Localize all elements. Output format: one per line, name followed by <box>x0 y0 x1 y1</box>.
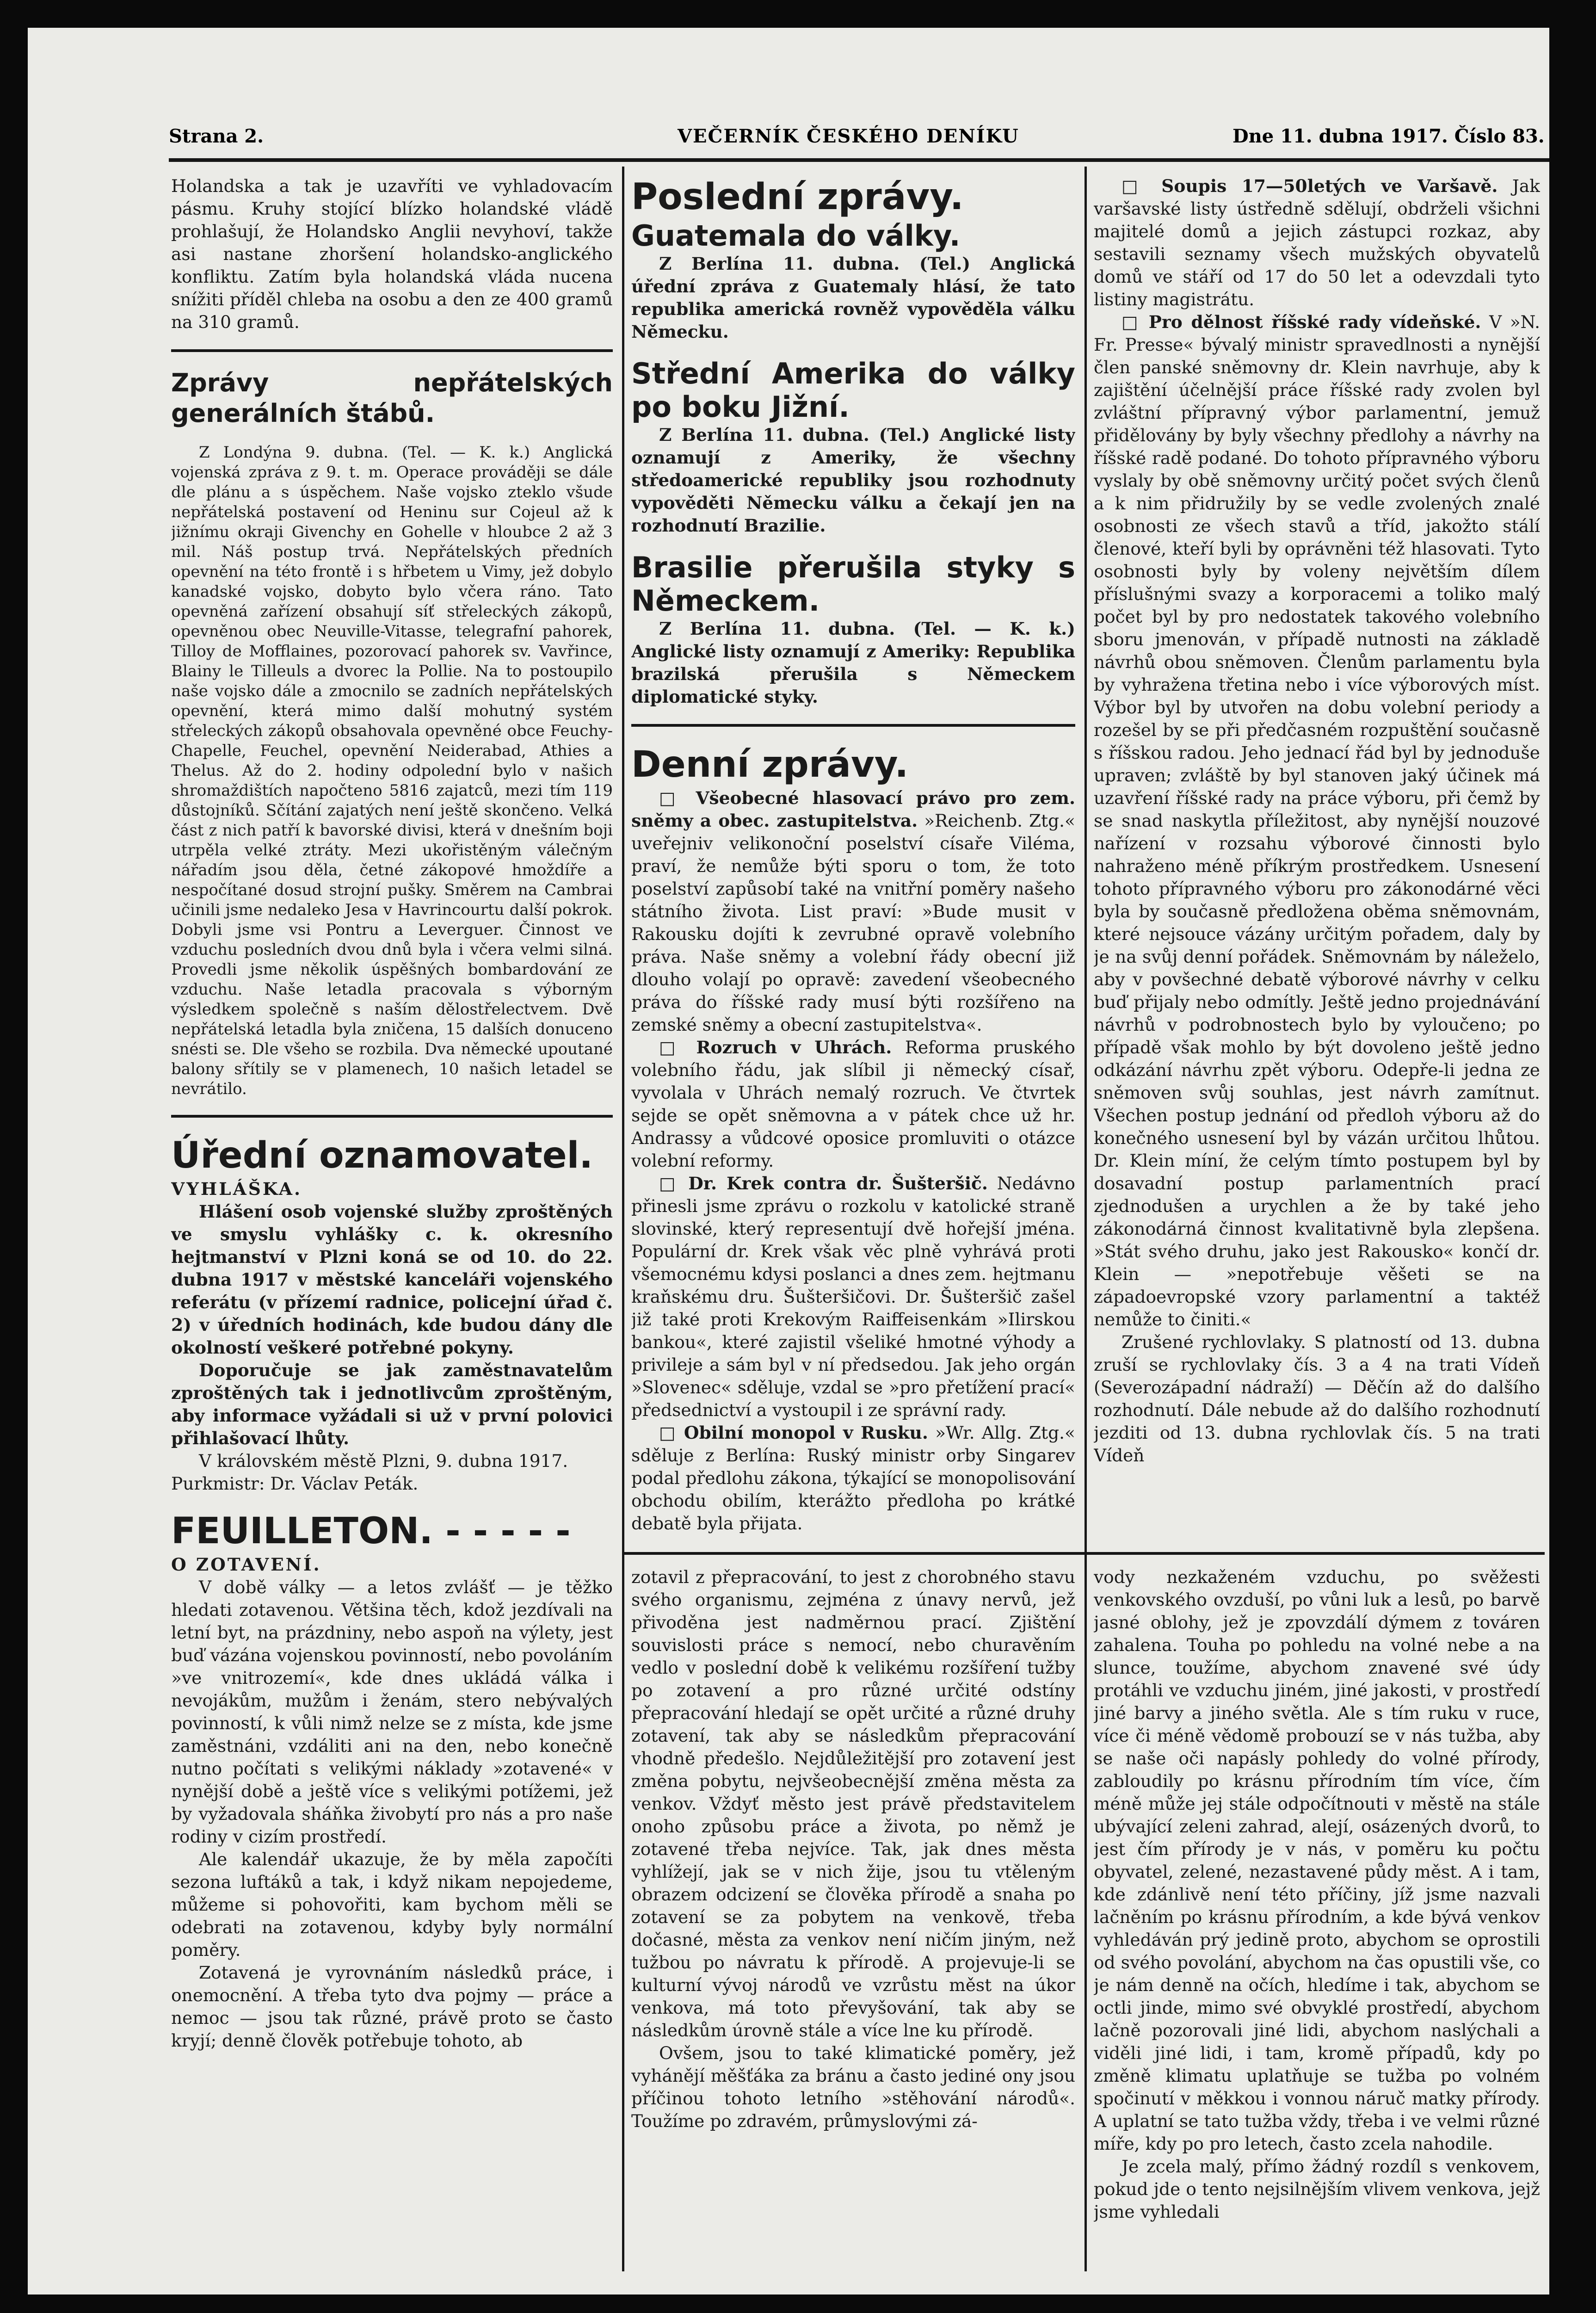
vyhlaska-place: V královském městě Plzni, 9. dubna 1917. <box>199 1451 568 1471</box>
urad-headline: Úřední oznamovatel. <box>171 1135 593 1176</box>
square-bullet-icon: □ <box>659 788 696 808</box>
square-bullet-icon: □ <box>659 1173 689 1194</box>
brasilie-headline: Brasilie přerušila styky s Německem. <box>631 550 1075 618</box>
feuilleton-continuation-3: vody nezkaženém vzduchu, po svěžesti venkovského ovzduší, po vůni luk a lesů, po barvě jasné oblohy, jež je zpovzdálí dýmem z továren zahalena. Touha po pohledu na volné nebe a na slunce, toužíme, abychom znavené své údy protáhli ve vzduchu jiném, jiné jakosti, v prostředí jiné barvy a jiného světla. Ale s tím ruku v ruce, více či méně vědomě probouzí se v nás tužba, aby se naše oči napásly pohledy do volné přírody, zabloudily po krásnu přírodním tím více, čím méně může jej stále odpočítnouti v městě na stále ubývající zeleni zahrad, alejí, osázených dvorů, to jest čím přírody je v nás, v poměru ku počtu obyvatel, zelené, nezastavené půdy měst. A i tam, kde zdánlivě není této příčiny, jíž jsme nazvali lačněním po krásnu přírodním, a kde bývá venkov vyhledáván prý jedině proto, abychom se oprostili od svého povolání, abychom na čas opustili vše, co je nám denně na očích, hledíme i tak, abychom se octli jinde, mimo své obvyklé prostředí, abychom lačně pozorovali jiné lidi, abychom naslýchali a viděli jiné lidi, i tam, kromě případů, kdy po změně klimatu uplatňuje se tužba po volném spočinutí v měkkou i vonnou náruč matky přírody. A uplatní se tato tužba vždy, třeba i ve velmi různé míře, kdy po pro letech, často zcela nahodile. <box>1094 1567 1540 2154</box>
column-1 <box>171 175 613 2275</box>
stredni-headline: Střední Amerika do války po boku Jižní. <box>631 357 1075 424</box>
feuilleton-paragraph-1: V době války — a letos zvlášť — je těžko hledati zotavenou. Většina těch, kdož jezdívali na letní byt, na prázdniny, nebo aspoň na výlety, jest buď vázána vojenskou povinností, nebo povoláním »ve vnitrozemí«, kde dnes ukládá válka i nevojákům, mužům i ženám, stero nebývalých povinností, k vůli nimž nelze se z místa, kde jsme zaměstnáni, vzdáliti ani na den, nebo konečně nutno počítati s velikými náklady »zotavené« v nynější době a ještě více s velikými potížemi, jež by vyžadovala sháňka živobytí pro nás a pro naše rodiny v cizím prostředí. <box>171 1577 613 1847</box>
square-bullet-icon: □ <box>659 1037 696 1058</box>
news-item-3: □ Dr. Krek contra dr. Šušteršič. Nedávno přinesli jsme zprávu o rozkolu v katolické straně slovinské, který representují dvě hořejší jména. Populární dr. Krek však věc plně vyhrává proti všemocnému kdysi poslanci a dnes zem. hejtmanu kraňskému dru. Šušteršičovi. Dr. Šušteršič zašel již také proti Krekovým Raiffeisenkám »Ilirskou bankou«, které zajistil všeliké hmotné výhody a privileje a sám byl v ní předsedou. Jak jeho orgán »Slovenec« sděluje, vzdal se »pro přetížení prací« předsednictví a vystoupil i ze správní rady. <box>631 1173 1075 1420</box>
column-3-upper <box>1094 175 1540 1544</box>
article-divider <box>631 724 1075 727</box>
column-2-lower <box>631 1566 1075 2274</box>
square-bullet-icon: □ <box>1122 176 1162 196</box>
holland-article-text: Holandska a tak je uzavříti ve vyhladovacím pásmu. Kruhy stojící blízko holandské vládě prohlašují, že Holandsko Anglii nevyhoví, takže asi nastane zhoršení holandsko-anglického konfliktu. Zatím byla holandská vláda nucena snížiti příděl chleba na osobu a den ze 400 gramů na 310 gramů. <box>171 176 613 332</box>
news-item-7: Zrušené rychlovlaky. S platností od 13. dubna zruší se rychlovlaky čís. 3 a 4 na trati Vídeň (Severozápadní nádraží) — Děčín až do dalšího rozhodnutí. Dále nebude až do dalšího rozhodnutí jezditi od 13. dubna rychlovlak čís. 5 na trati Vídeň <box>1094 1332 1540 1466</box>
feuilleton-continuation-1: zotavil z přepracování, to jest z chorobného stavu svého organismu, zejména z únavy nervů, jež přivoděna jest nadměrnou prací. Zjištění souvislosti práce s nemocí, nebo churavěním vedlo v poslední době k velikému rozšíření tužby po zotavení a pro různé určité odstíny přepracování hledají se opět určité a různé druhy zotavení, tak aby se následkům přepracování vhodně předešlo. Nejdůležitější pro zotavení jest změna pobytu, nejvšeobecnější změna města za venkov. Vždyť město jest právě představitelem onoho způsobu práce a života, po němž je zotavené třeba nejvíce. Tak, jak dnes města vyhlížejí, jak se v nich žije, jsou tu vtěleným obrazem odcizení se člověka přírodě a snaha po zotavení se za pobytem na venkově, třeba dočasné, města za venkov není ničím jiným, než tužbou po návratu k přírodě. A projevuje-li se kulturní vývoj národů ve vzrůstu měst na úkor venkova, má toto převyšování, tak aby se následkům úrovně stále a více lne ku přírodě. <box>631 1567 1075 2041</box>
column-rule-lower-1 <box>622 1554 624 2271</box>
staby-headline: Zprávy nepřátelských generálních štábů. <box>171 368 613 428</box>
feuilleton-subheading: O ZOTAVENÍ. <box>171 1554 321 1575</box>
square-bullet-icon: □ <box>659 1422 684 1443</box>
denni-headline: Denní zprávy. <box>631 744 909 785</box>
staby-text: Z Londýna 9. dubna. (Tel. — K. k.) Anglická vojenská zpráva z 9. t. m. Operace prováději se dále dle plánu a s úspěchem. Naše vojsko zteklo všude nepřátelská postavení od Heninu sur Cojeul až k jižnímu okraji Givenchy en Gohelle v hloubce 2 až 3 mil. Náš postup trvá. Nepřátelských předních opevnění na této frontě i s hřbetem u Vimy, jež dobylo kanadské vojsko, dobyto bylo včera ráno. Tato opevněná zařízení obsahují síť střeleckých zákopů, opevněnou obec Neuville-Vitasse, telegrafní pahorek, Tilloy de Mofflaines, pozorovací pahorek sv. Vavřince, Blainy le Tilleuls a dvorec la Pollie. Na to postoupilo naše vojsko dále a zmocnilo se zadních nepřátelských opevnění, která mimo další mohutný systém střeleckých zákopů obsahovala opevněné obce Feuchy-Chapelle, Feuchel, opevnění Neiderabad, Athies a Thelus. Až do 2. hodiny odpolední bylo v našich shromaždištích napočteno 5816 zajatců, mezi tím 119 důstojníků. Sčítání zajatých není ještě skončeno. Velká část z nich patří k bavorské divisi, která v dnešním boji utrpěla velké ztráty. Mezi ukořistěným válečným nářadím jsou děla, četné zákopové hmoždíře a nespočítané dosud strojní pušky. Směrem na Cambrai učinili jsme nedaleko Jesa v Havrincourtu další pokrok. Dobyli jsme vsi Pontru a Leverguer. Činnost ve vzduchu posledních dvou dnů byla i včera velmi silná. Provedli jsme několik úspěšných bombardování ze vzduchu. Naše letadla pracovala s výborným výsledkem společně s naším dělostřelectvem. Dvě nepřátelská letadla byla zničena, 15 dalších donuceno snésti se. Dle všeho se rozbila. Dva německé upoutané balony sřítily se v plamenech, 10 našich letadel se nevrátilo. <box>171 443 613 1098</box>
feuilleton-headline: FEUILLETON. - - - - - <box>171 1510 571 1552</box>
vyhlaska-signature: Purkmistr: Dr. Václav Peták. <box>171 1473 419 1494</box>
feuilleton-continuation-2: Ovšem, jsou to také klimatické poměry, jež vyhánějí měšťáka za bránu a často jediné ony jsou příčinou tohoto letního »stěhování národů«. Toužíme po zdravém, průmyslovými zá- <box>631 2043 1075 2131</box>
column-rule-1 <box>622 167 624 1554</box>
column-2-upper <box>631 175 1075 1544</box>
column-rule-lower-2 <box>1085 1554 1087 2271</box>
guatemala-text: Z Berlína 11. dubna. (Tel.) Anglická úřední zpráva z Guatemaly hlásí, že tato republika americká rovněž vypověděla válku Německu. <box>631 254 1075 342</box>
brasilie-text: Z Berlína 11. dubna. (Tel. — K. k.) Anglické listy oznamují z Ameriky: Republika brazilská přerušila s Německem diplomatické styky. <box>631 618 1075 707</box>
feuilleton-divider <box>624 1552 1545 1555</box>
feuilleton-paragraph-2: Ale kalendář ukazuje, že by měla započíti sezona luftáků a tak, i když nikam nepojedeme, můžeme si pohovořiti, kam bychom měli se odebrati na zotavenou, kdyby byly normální poměry. <box>171 1849 613 1960</box>
header-rule <box>169 158 1549 162</box>
vyhlaska-text: Hlášení osob vojenské služby zproštěných ve smyslu vyhlášky c. k. okresního hejtmanství v Plzni koná se od 10. do 22. dubna 1917 v městské kanceláři vojenského referátu (v přízemí radnice, policejní úřad č. 2) v úředních hodinách, kde budou dány dle okolností veškeré potřebné pokyny. <box>171 1201 613 1358</box>
news-item-4: □ Obilní monopol v Rusku. »Wr. Allg. Ztg.« sděluje z Berlína: Ruský ministr orby Singarev podal předlohu zákona, týkající se monopolisování obchodu obilím, kterážto předloha po krátké debatě byla přijata. <box>631 1422 1075 1534</box>
news-item-5: □ Soupis 17—50letých ve Varšavě. Jak varšavské listy ústředně sdělují, obdrželi všichni majitelé domů a jejich zástupci rozkaz, aby sestavili seznamy všech mužských obyvatelů domů ve stáří od 17 do 50 let a odevzdali tyto listiny magistrátu. <box>1094 176 1540 309</box>
column-rule-2 <box>1085 167 1087 1554</box>
vyhlaska-heading: VYHLÁŠKA. <box>171 1179 302 1199</box>
feuilleton-paragraph-3: Zotavená je vyrovnáním následků práce, i onemocnění. A třeba tyto dva pojmy — práce a nemoc — jsou tak různé, právě proto se často kryjí; denně člověk potřebuje tohoto, ab <box>171 1962 613 2051</box>
posledni-headline: Poslední zprávy. <box>631 176 964 218</box>
column-3-lower <box>1094 1566 1540 2274</box>
vyhlaska-text-2: Doporučuje se jak zaměstnavatelům zproštěných tak i jednotlivcům zproštěným, aby informace vyžádali si už v první polovici přihlašovací lhůty. <box>171 1360 613 1448</box>
newspaper-page <box>28 28 1549 2294</box>
page-number: Strana 2. <box>169 125 264 147</box>
news-item-2: □ Rozruch v Uhrách. Reforma pruského volebního řádu, jak slíbil ji německý císař, vyvolala v Uhrách nemalý rozruch. Ve čtvrtek sejde se opět sněmovna a v pátek chce už hr. Andrassy a vůdcové oposice promluviti o otázce volební reformy. <box>631 1037 1075 1171</box>
news-item-6: □ Pro dělnost říšské rady vídeňské. V »N. Fr. Presse« bývalý ministr spravedlnosti a nynější člen panské sněmovny dr. Klein navrhuje, aby k zajištění účelnější práce říšské rady zvolen byl zvláštní přípravný výbor parlamentní, jemuž přidělovány by byly všechny předlohy a návrhy na říšské radě podané. Do tohoto přípravného výboru vyslaly by obě sněmovny určitý počet svých členů a k nim přidružily by se vedle zvolených znalé osobnosti ze všech stavů a tříd, jakožto stálí členové, kteří byli by oprávněni též hlasovati. Tyto osobnosti byly by voleny největším dílem příslušnými svazy a korporacemi a toliko malý počet byl by pro nedostatek takového volebního sboru jmenován, v případě nutnosti na základě návrhů obou sněmoven. Členům parlamentu byla by vyhražena třetina nebo i více výborových míst. Výbor byl by utvořen na dobu volební periody a rozešel by se při předčasném rozpuštění současně s říšskou radou. Jeho jednací řád byl by jednoduše upraven; zvláště by byl stanoven jaký účinek má uzavření říšské rady na práce výboru, při čemž by se snad naskytla příležitost, aby nynější nouzové nařízení v rozsahu výborové činnosti bylo nahraženo méně příkrým prostředkem. Usnesení tohoto přípravného výboru pro zákonodárné věci byla by současně předložena oběma sněmovnám, které nejsouce vázány určitým pořadem, daly by je na svůj denní pořádek. Sněmovnám by náleželo, aby v povšechné debatě výborové návrhy v celku buď přijaly nebo odmítly. Ještě jedno projednávání návrhů v podrobnostech bylo by vyloučeno; po případě však mohlo by být dovoleno ještě jedno odkázání návrhu zpět výboru. Odepře-li jedna ze sněmoven svůj souhlas, jest návrh zamítnut. Všechen postup jednání od předloh výboru až do konečného usnesení byl by vázán určitou lhůtou. Dr. Klein míní, že celým tímto postupem byl by dosavadní postup parlamentních prací zjednodušen a urychlen a že by také jeho zákonodárná činnost kvalitativně byla zlepšena. »Stát svého druhu, jako jest Rakousko« končí dr. Klein — »nepotřebuje věšeti se na západoevropské vzory parlamentní a taktéž nemůže to činiti.« <box>1094 312 1540 1330</box>
feuilleton-continuation-4: Je zcela malý, přímo žádný rozdíl s venkovem, pokud jde o tento nejsilnějším vlivem venkova, jejž jsme vyhledali <box>1094 2156 1540 2222</box>
guatemala-headline: Guatemala do války. <box>631 219 961 253</box>
issue-date: Dne 11. dubna 1917. Číslo 83. <box>1232 125 1545 147</box>
article-divider <box>171 349 613 352</box>
news-item-1: □ Všeobecné hlasovací právo pro zem. sněmy a obec. zastupitelstva. »Reichenb. Ztg.« uveřejniv velikonoční poselství císaře Viléma, praví, že nemůže býti sporu o tom, že toto poselství zapůsobí také na vnitřní poměry našeho státního života. List praví: »Bude musit v Rakousku dojíti k zevrubné opravě volebního práva. Naše sněmy a volební řády obecní již dlouho volají po opravě: zavedení všeobecného práva do říšské rady musí býti rozšířeno na zemské sněmy a obecní zastupitelstva«. <box>631 788 1075 1035</box>
square-bullet-icon: □ <box>1122 312 1149 332</box>
masthead: VEČERNÍK ČESKÉHO DENÍKU <box>678 125 1019 147</box>
stredni-text: Z Berlína 11. dubna. (Tel.) Anglické listy oznamují z Ameriky, že všechny středoamerické republiky jsou rozhodnuty vypověděti Německu válku a čekají jen na rozhodnutí Brazilie. <box>631 425 1075 536</box>
article-divider <box>171 1115 613 1118</box>
